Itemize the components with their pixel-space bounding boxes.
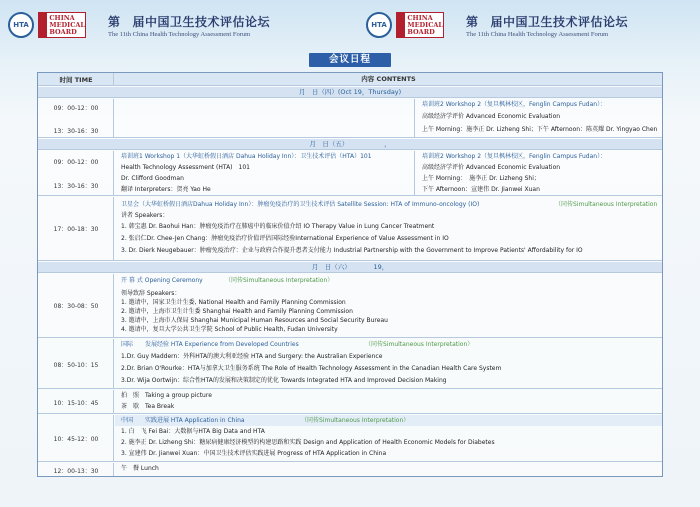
workshop-topic: Health Technology Assessment (HTA) 101 (121, 164, 250, 171)
speaker-item: 1. 韩宝惠 Dr. Baohui Han：肿瘤免疫治疗在肺癌中的临床价值介绍 IO Therapy Value in Lung Cancer Treatment (121, 223, 435, 230)
table-header-row (38, 73, 662, 86)
table-row (38, 463, 662, 476)
interpretation-note: （同传Simultaneous Interpretation (555, 201, 658, 208)
time-cell: 10：45-12：00 (53, 436, 99, 443)
cmb-logo (38, 12, 86, 38)
header-left (8, 10, 270, 40)
time-cell: 12：00-13：30 (53, 468, 99, 475)
speaker-item: 3. Dr. Dierk Neugebauer：肿瘤免疫治疗：企业与政府合作提升患者支付能力 Industrial Partnership with the Government to Improve Patients' Affordability for IO (121, 247, 583, 254)
schedule-table (37, 72, 663, 477)
agenda-banner: 会议日程 (309, 53, 391, 67)
cmb-logo (396, 12, 444, 38)
cmb-logo-text: CHINA MEDICAL BOARD (49, 13, 85, 36)
time-cell: 09：00-12：00 (53, 105, 99, 112)
forum-title-cn-prefix: 第 (466, 14, 479, 29)
forum-title-cn: 届中国卫生技术评估论坛 (132, 14, 271, 29)
forum-logo-icon: HTA (8, 12, 34, 38)
table-row (38, 197, 662, 261)
speakers-label: 讲者 Speakers： (121, 212, 169, 219)
workshop-speaker: 下午 Afternoon：宣建伟 Dr. Jianwei Xuan (422, 186, 540, 193)
forum-title-cn-prefix: 第 (108, 14, 121, 29)
content-cell (115, 390, 662, 413)
workshop-speaker: Dr. Clifford Goodman (121, 175, 184, 182)
speaker-item: 1.Dr. Guy Maddern：外科HTA的澳大利亚经验 HTA and Surgery: the Australian Experience (121, 353, 383, 360)
table-row (38, 415, 662, 462)
interpretation-note: （同传Simultaneous Interpretation） (301, 417, 410, 424)
cmb-mark-icon (397, 13, 405, 37)
table-row (38, 339, 662, 389)
content-cell (115, 151, 415, 195)
header-right (366, 10, 628, 40)
agenda-item: 午 餐 Lunch (121, 465, 159, 472)
day-header-friday (38, 139, 662, 150)
content-cell (115, 339, 662, 388)
content-cell (416, 151, 662, 195)
day-header-thursday (38, 87, 662, 98)
time-cell: 13：30-16：30 (53, 128, 99, 135)
speaker-item: 2. 邀请中，上海市卫生计生委 Shanghai Health and Family Planning Commission (121, 308, 353, 315)
workshop-topic: 高级经济学评价 Advanced Economic Evaluation (422, 164, 561, 171)
workshop-topic: 高级经济学评价 Advanced Economic Evaluation (422, 113, 561, 120)
speaker-item: 1. 邀请中，国家卫生计生委, National Health and Family Planning Commission (121, 299, 346, 306)
interpretation-note: （同传Simultaneous Interpretation） (225, 277, 334, 284)
content-cell (115, 274, 662, 337)
workshop-title: 培训班2 Workshop 2（复旦枫林校区，Fenglin Campus Fudan）： (422, 101, 607, 108)
cmb-mark-icon (39, 13, 47, 37)
content-cell (416, 99, 662, 137)
content-cell (115, 463, 662, 476)
speaker-item: 3.Dr. Wija Oortwijn：综合性HTA的发展和决策制定的优化 Towards Integrated HTA and Improved Decision Making (121, 377, 447, 384)
speaker-item: 2.Dr. Brian O'Rourke：HTA与加拿大卫生服务系统 The Role of Health Technology Assessment in the Canadian Health Care System (121, 365, 502, 372)
session-title: 卫星会（大华虹桥假日酒店Dahua Holiday Inn）：肿瘤免疫治疗的卫生技术评估 Satellite Session: HTA of Immuno-oncology (IO) (121, 201, 480, 208)
table-row (38, 151, 662, 196)
forum-title (466, 13, 628, 38)
session-title: 中国 实践进展 HTA Application in China (121, 417, 245, 424)
table-row (38, 274, 662, 338)
time-cell: 08：50-10：15 (53, 362, 99, 369)
speaker-item: 3. 宣建伟 Dr. Jianwei Xuan：中国卫生技术评估实践进展 Progress of HTA Application in China (121, 450, 387, 457)
forum-logo-icon: HTA (366, 12, 392, 38)
cmb-logo-text: CHINA MEDICAL BOARD (407, 13, 443, 36)
agenda-item: 茶 歇 Tea Break (121, 403, 175, 410)
day-label: 月 日（六） 19， (311, 263, 389, 271)
session-title: 开 幕 式 Opening Ceremony (121, 277, 203, 284)
forum-title-cn: 届中国卫生技术评估论坛 (490, 14, 629, 29)
day-label: 月 日（五） ， (309, 140, 391, 148)
column-header-content: 内容 CONTENTS (361, 75, 416, 83)
time-cell: 10：15-10：45 (53, 400, 99, 407)
speaker-item: 1. 白 飞 Fei Bai：大数据与HTA Big Data and HTA (121, 428, 265, 435)
interpretation-note: （同传Simultaneous Interpretation） (365, 341, 474, 348)
workshop-speakers: 上午 Morning：施李正 Dr. Lizheng Shi；下午 Afternoon：陈英耀 Dr. Yingyao Chen (422, 126, 658, 133)
content-cell (115, 415, 662, 461)
speakers-label: 领导致辞 Speakers： (121, 290, 181, 297)
workshop-speaker: 上午 Morning： 施李正 Dr. Lizheng Shi； (422, 175, 540, 182)
table-row (38, 99, 662, 138)
speaker-item: 4. 邀请中，复旦大学公共卫生学院 School of Public Health, Fudan University (121, 326, 338, 333)
workshop-title: 培训班1 Workshop 1（大华虹桥假日酒店 Dahua Holiday Inn）：卫生技术评估（HTA）101 (121, 153, 372, 160)
time-cell: 08：30-08：50 (53, 303, 99, 310)
speaker-item: 2. 张启仁Dr. Chee-Jen Chang：肿瘤免疫治疗价值评估国际经验International Experience of Value Assessment in IO (121, 235, 449, 242)
workshop-title: 培训班2 Workshop 2（复旦枫林校区，Fenglin Campus Fudan）： (422, 153, 607, 160)
forum-title (108, 13, 270, 38)
speaker-item: 2. 施李正 Dr. Lizheng Shi：糖尿病健康经济模型的构建思路和实践 Design and Application of Health Economic Models for Diabetes (121, 439, 495, 446)
speaker-item: 3. 邀请中，上海市人保局 Shanghai Municipal Human Resources and Social Security Bureau (121, 317, 388, 324)
forum-title-en: The 11th China Health Technology Assessment Forum (108, 30, 251, 38)
content-cell (115, 197, 662, 260)
table-row (38, 390, 662, 414)
content-cell-empty (115, 99, 415, 137)
time-cell: 09：00-12：00 (53, 159, 99, 166)
day-header-saturday (38, 262, 662, 273)
time-cell: 13：30-16：30 (53, 183, 99, 190)
workshop-interpreter: 翻译 Interpreters：贺亮 Yao He (121, 186, 211, 193)
column-header-time: 时间 TIME (59, 76, 93, 84)
day-label: 月 日（四）(Oct 19，Thursday) (298, 88, 402, 96)
time-cell: 17：00-18：30 (53, 226, 99, 233)
forum-title-en: The 11th China Health Technology Assessment Forum (466, 30, 609, 38)
session-title: 国际 发展经验 HTA Experience from Developed Countries (121, 341, 299, 348)
agenda-item: 拍 照 Taking a group picture (121, 392, 212, 399)
page-header (0, 0, 700, 48)
